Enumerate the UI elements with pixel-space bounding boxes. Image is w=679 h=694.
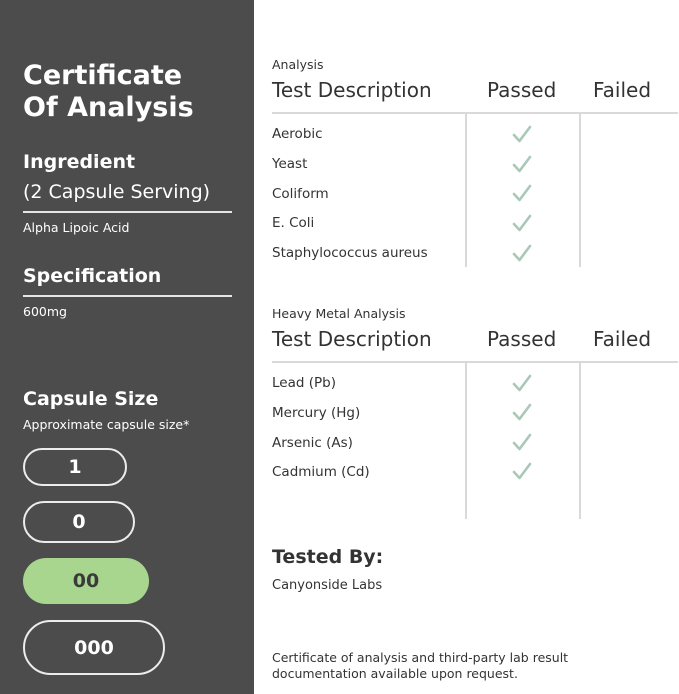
specification-divider (23, 295, 232, 297)
analysis-row-label: Coliform (272, 186, 329, 202)
analysis-header-failed: Failed (593, 78, 652, 102)
check-icon (512, 183, 532, 203)
heavy-metal-header-passed: Passed (487, 327, 557, 351)
specification-value: 600mg (23, 304, 67, 319)
analysis-row-label: Yeast (272, 156, 308, 172)
check-icon (512, 461, 532, 481)
analysis-row-label: Aerobic (272, 126, 323, 142)
check-icon (512, 432, 532, 452)
analysis-header-rule (272, 112, 678, 114)
check-icon (512, 124, 532, 144)
check-icon (512, 373, 532, 393)
capsule-size-subheading: Approximate capsule size* (23, 417, 190, 432)
left-panel (0, 0, 254, 694)
tested-by-value: Canyonside Labs (272, 578, 383, 593)
heavy-metal-row-label: Mercury (Hg) (272, 405, 361, 421)
heavy-metal-row-label: Lead (Pb) (272, 375, 336, 391)
ingredient-divider (23, 211, 232, 213)
footnote: Certificate of analysis and third-party lab result documentation available upon request. (272, 650, 569, 681)
ingredient-value: Alpha Lipoic Acid (23, 220, 130, 235)
tested-by-heading: Tested By: (272, 546, 384, 568)
analysis-column-divider-2 (579, 113, 581, 267)
heavy-metal-column-divider-2 (579, 362, 581, 519)
heavy-metal-header-failed: Failed (593, 327, 652, 351)
analysis-header-passed: Passed (487, 78, 557, 102)
specification-heading: Specification (23, 265, 162, 287)
ingredient-subheading: (2 Capsule Serving) (23, 181, 211, 203)
analysis-section-label: Analysis (272, 57, 324, 72)
heavy-metal-row-label: Cadmium (Cd) (272, 464, 370, 480)
capsule-size-00-selected: 00 (23, 558, 149, 604)
heavy-metal-header-rule (272, 361, 678, 363)
heavy-metal-column-divider-1 (465, 362, 467, 519)
heavy-metal-row-label: Arsenic (As) (272, 435, 353, 451)
ingredient-heading: Ingredient (23, 151, 136, 173)
capsule-size-1: 1 (23, 448, 127, 486)
page-title (23, 60, 194, 124)
analysis-column-divider-1 (465, 113, 467, 267)
capsule-size-heading: Capsule Size (23, 388, 159, 410)
check-icon (512, 154, 532, 174)
heavy-metal-header-test: Test Description (272, 327, 432, 351)
check-icon (512, 213, 532, 233)
title-line-2: Of Analysis (23, 92, 194, 123)
analysis-row-label: E. Coli (272, 215, 315, 231)
capsule-size-0: 0 (23, 501, 135, 543)
analysis-row-label: Staphylococcus aureus (272, 245, 428, 261)
check-icon (512, 243, 532, 263)
title-line-1: Certificate (23, 60, 183, 91)
capsule-size-000: 000 (23, 620, 165, 675)
analysis-header-test: Test Description (272, 78, 432, 102)
check-icon (512, 402, 532, 422)
heavy-metal-section-label: Heavy Metal Analysis (272, 306, 406, 321)
